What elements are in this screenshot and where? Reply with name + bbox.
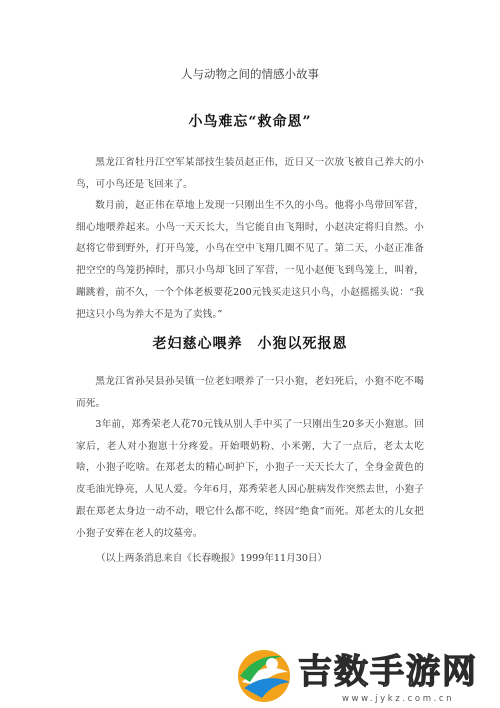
story-bird-paragraph-2: 数月前，赵正伟在草地上发现一只刚出生不久的小鸟。他将小鸟带回军营，细心地喂养起来。小鸟一天天长大，当它能自由飞翔时，小赵决定将归自然。小赵将它带到野外，打开鸟笼，小鸟在空中飞翔几圈不见了。第二天，小赵正准备把空空的鸟笼扔掉时，那只小鸟却飞回了军营，一见小赵便飞到鸟笼上，叫着，蹦跳着，前不久，一个个体老板要花200元钱买走这只小鸟，小赵摇摇头说：“我把这只小鸟为养大不是为了卖钱。”: [76, 200, 424, 320]
site-watermark: [232, 640, 500, 708]
source-note: （以上两条消息来自《长春晚报》1999年11月30日）: [96, 553, 328, 564]
watermark-text: 吉数手游网: [298, 652, 478, 692]
watermark-url: www.jykz.com.cn: [342, 694, 455, 704]
watermark-logo-icon: [232, 642, 296, 706]
story-deer-paragraph-1: 黑龙江省孙吴县孙吴镇一位老妇喂养了一只小狍，老妇死后，小狍不吃不喝而死。: [76, 376, 424, 409]
document-title: 人与动物之间的情感小故事: [181, 67, 319, 81]
story-title-bird: 小鸟难忘“救命恩”: [188, 114, 312, 130]
story-deer-paragraph-2: 3年前，郑秀荣老人花70元钱从别人手中买了一只刚出生20多天小狍崽。回家后，老人对小狍崽十分疼爱。开始喂奶粉、小米粥，大了一点后，老太太吃啥，小狍子吃啥。在郑老太的精心呵护下，小狍子一天天长大了，全身金黄色的皮毛油光铮亮，人见人爱。今年6月，郑秀荣老人因心脏病发作突然去世，小狍子跟在郑老太身边一动不动，喂它什么都不吃，终因“绝食”而死。郑老太的儿女把小狍子安葬在老人的坟墓旁。: [76, 419, 424, 539]
story-title-roe-deer: 老妇慈心喂养 小狍以死报恩: [152, 336, 348, 352]
story-bird-paragraph-1: 黑龙江省牡丹江空军某部技生装员赵正伟，近日又一次放飞被自己养大的小鸟，可小鸟还是飞回来了。: [76, 157, 424, 190]
